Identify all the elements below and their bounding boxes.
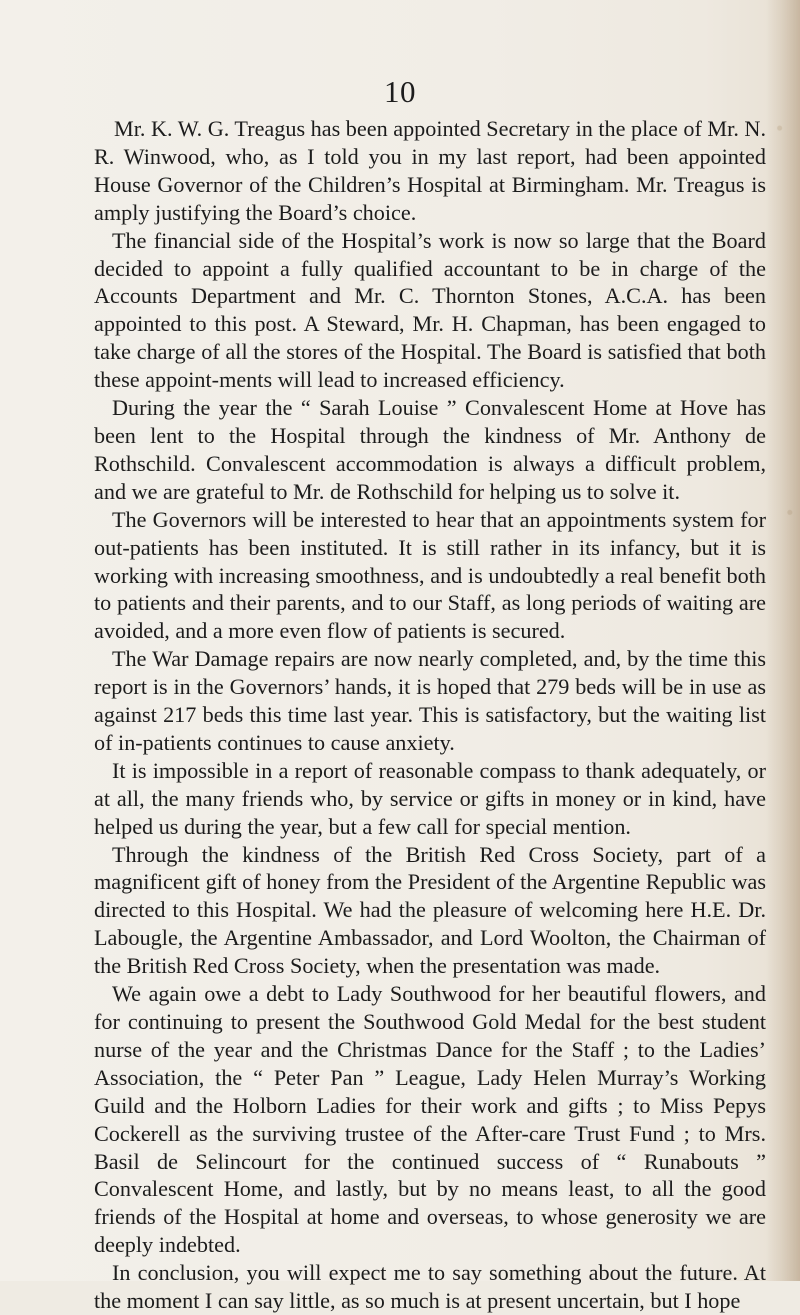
paragraph-red-cross-honey-gift: Through the kindness of the British Red Cross Society, part of a magnificent gift of honey from the President of the Argentine Republic was directed to this Hospital. We had the pleasure of welcoming here H.E. Dr. Labougle, the Argentine Ambassador, and Lord Woolton, the Chairman of the British Red Cross Society, when the presentation was made.	[94, 841, 766, 979]
report-text-body	[94, 115, 766, 1315]
page-edge-shadow	[766, 0, 800, 1281]
paragraph-secretary-appointment: Mr. K. W. G. Treagus has been appointed Secretary in the place of Mr. N. R. Winwood, who, as I told you in my last report, had been appointed House Governor of the Children’s Hospital at Birmingham. Mr. Treagus is amply justifying the Board’s choice.	[94, 116, 766, 225]
paragraph-conclusion: In conclusion, you will expect me to say something about the future. At the moment I can say little, as so much is at present uncertain, but I hope	[94, 1260, 766, 1314]
paragraph-convalescent-home: During the year the “ Sarah Louise ” Convalescent Home at Hove has been lent to the Hospital through the kindness of Mr. Anthony de Rothschild. Convalescent accommodation is always a difficult problem, and we are grateful to Mr. de Rothschild for helping us to solve it.	[94, 395, 766, 504]
paragraph-accounts-department: The financial side of the Hospital’s work is now so large that the Board decided to appoint a fully qualified accountant to be in charge of the Accounts Department and Mr. C. Thornton Stones, A.C.A. has been appointed to this post. A Steward, Mr. H. Chapman, has been engaged to take charge of all the stores of the Hospital. The Board is satisfied that both these appoint-ments will lead to increased efficiency.	[94, 227, 766, 393]
paragraph-acknowledgements: We again owe a debt to Lady Southwood for her beautiful flowers, and for continuing to present the Southwood Gold Medal for the best student nurse of the year and the Christmas Dance for the Staff ; to the Ladies’ Association, the “ Peter Pan ” League, Lady Helen Murray’s Working Guild and the Holborn Ladies for their work and gifts ; to Miss Pepys Cockerell as the surviving trustee of the After-care Trust Fund ; to Mrs. Basil de Selincourt for the continued success of “ Runabouts ” Convalescent Home, and lastly, but by no means least, to all the good friends of the Hospital at home and overseas, to whose generosity we are deeply indebted.	[94, 981, 766, 1258]
page-number: 10	[384, 74, 416, 109]
paragraph-war-damage-repairs: The War Damage repairs are now nearly completed, and, by the time this report is in the Governors’ hands, it is hoped that 279 beds will be in use as against 217 beds this time last year. This is satisfactory, but the waiting list of in-patients continues to cause anxiety.	[94, 646, 766, 755]
paragraph-thanks-friends: It is impossible in a report of reasonable compass to thank adequately, or at all, the many friends who, by service or gifts in money or in kind, have helped us during the year, but a few call for special mention.	[94, 757, 766, 839]
paragraph-appointments-system: The Governors will be interested to hear that an appointments system for out-patients has been instituted. It is still rather in its infancy, but it is working with increasing smoothness, and is undoubtedly a real benefit both to patients and their parents, and to our Staff, as long periods of waiting are avoided, and a more even flow of patients is secured.	[94, 506, 766, 644]
